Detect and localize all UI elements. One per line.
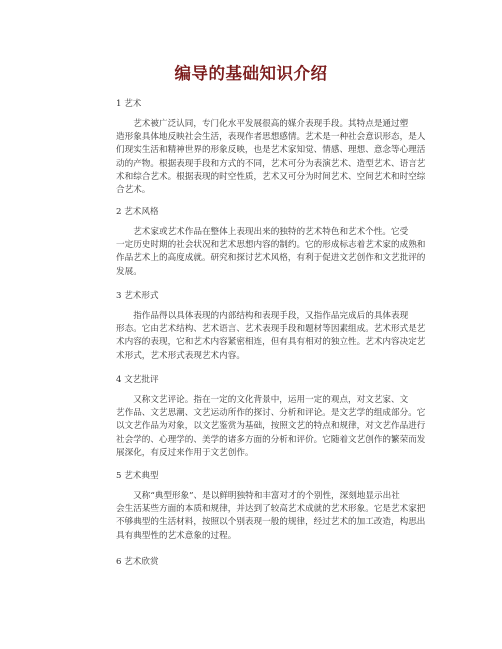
text-line: 展深化，有反过来作用于文艺创作。 bbox=[116, 447, 254, 458]
text-line: 具有典型性的艺术意象的过程。 bbox=[116, 530, 237, 541]
section-paragraph bbox=[116, 118, 426, 197]
text-line: 又称“典型形象”、是以鲜明独特和丰富对才的个别性，深刻地显示出社 bbox=[133, 491, 400, 501]
text-line: 造形象具体地反映社会生活，表现作者思想感情。艺术是一种社会意识形态，是人 bbox=[116, 132, 426, 143]
text-line: 以文艺作品为对象，以文艺鉴赏为基础，按照文艺的特点和规律，对文艺作品进行 bbox=[116, 421, 426, 432]
text-line: 术和综合艺术。根据表现的时空性质，艺术又可分为时间艺术、空间艺术和时空综 bbox=[116, 171, 426, 182]
text-line: 术形式，艺术形式表现艺术内容。 bbox=[116, 350, 245, 361]
text-line: 艺作品、文艺思潮、文艺运动所作的探讨、分析和评论。是文艺学的组成部分。它 bbox=[116, 408, 426, 419]
section-paragraph bbox=[116, 490, 426, 543]
text-line: 们现实生活和精神世界的形象反映，也是艺术家知觉、情感、理想、意念等心理活 bbox=[116, 145, 426, 156]
section-heading: 1 艺术 bbox=[116, 99, 142, 109]
section-6 bbox=[116, 556, 386, 568]
text-line: 又称文艺评论。指在一定的文化背景中，运用一定的观点，对文艺家、文 bbox=[133, 395, 409, 405]
text-line: 术内容的表现，它和艺术内容紧密相连，但有具有相对的独立性。艺术内容决定艺 bbox=[116, 337, 426, 348]
text-line: 社会学的、心理学的、美学的诸多方面的分析和评价。它随着文艺创作的繁荣而发 bbox=[116, 434, 426, 445]
document-title: 编导的基础知识介绍 bbox=[174, 64, 328, 83]
text-line: 一定历史时期的社会状况和艺术思想内容的制约。它的形成标志着艺术家的成熟和 bbox=[116, 240, 426, 251]
text-line: 动的产物。根据表现手段和方式的不同，艺术可分为表演艺术、造型艺术、语言艺 bbox=[116, 158, 426, 169]
section-heading: 6 艺术欣赏 bbox=[116, 557, 159, 567]
section-1 bbox=[116, 98, 426, 197]
text-line: 艺术被广泛认同，专门化水平发展很高的媒介表现手段。其特点是通过塑 bbox=[133, 119, 409, 129]
text-line: 形态。它由艺术结构、艺术语言、艺术表现手段和题材等因素组成。艺术形式是艺 bbox=[116, 324, 426, 335]
section-heading: 2 艺术风格 bbox=[116, 207, 159, 217]
section-paragraph bbox=[116, 310, 426, 363]
text-line: 合艺术。 bbox=[116, 185, 151, 196]
text-line: 作品艺术上的高度成就。研究和探讨艺术风格，有利于促进文艺创作和文艺批评的 bbox=[116, 253, 426, 264]
text-line: 不够典型的生活材料，按照以个别表现一般的规律，经过艺术的加工改造，构思出 bbox=[116, 517, 426, 528]
text-line: 发展。 bbox=[116, 266, 142, 277]
section-heading: 5 艺术典型 bbox=[116, 471, 159, 481]
text-line: 艺术家或艺术作品在整体上表现出来的独特的艺术特色和艺术个性。它受 bbox=[133, 227, 409, 237]
text-line: 会生活某些方面的本质和规律，并达到了较高艺术成就的艺术形象。它是艺术家把 bbox=[116, 504, 426, 515]
section-5 bbox=[116, 470, 426, 543]
section-3 bbox=[116, 290, 426, 363]
section-paragraph bbox=[116, 226, 426, 279]
section-2 bbox=[116, 206, 426, 279]
section-heading: 4 文艺批评 bbox=[116, 375, 159, 385]
section-heading: 3 艺术形式 bbox=[116, 291, 159, 301]
section-4 bbox=[116, 374, 426, 460]
section-paragraph bbox=[116, 394, 426, 460]
text-line: 指作品得以具体表现的内部结构和表现手段，又指作品完成后的具体表现 bbox=[133, 311, 409, 321]
